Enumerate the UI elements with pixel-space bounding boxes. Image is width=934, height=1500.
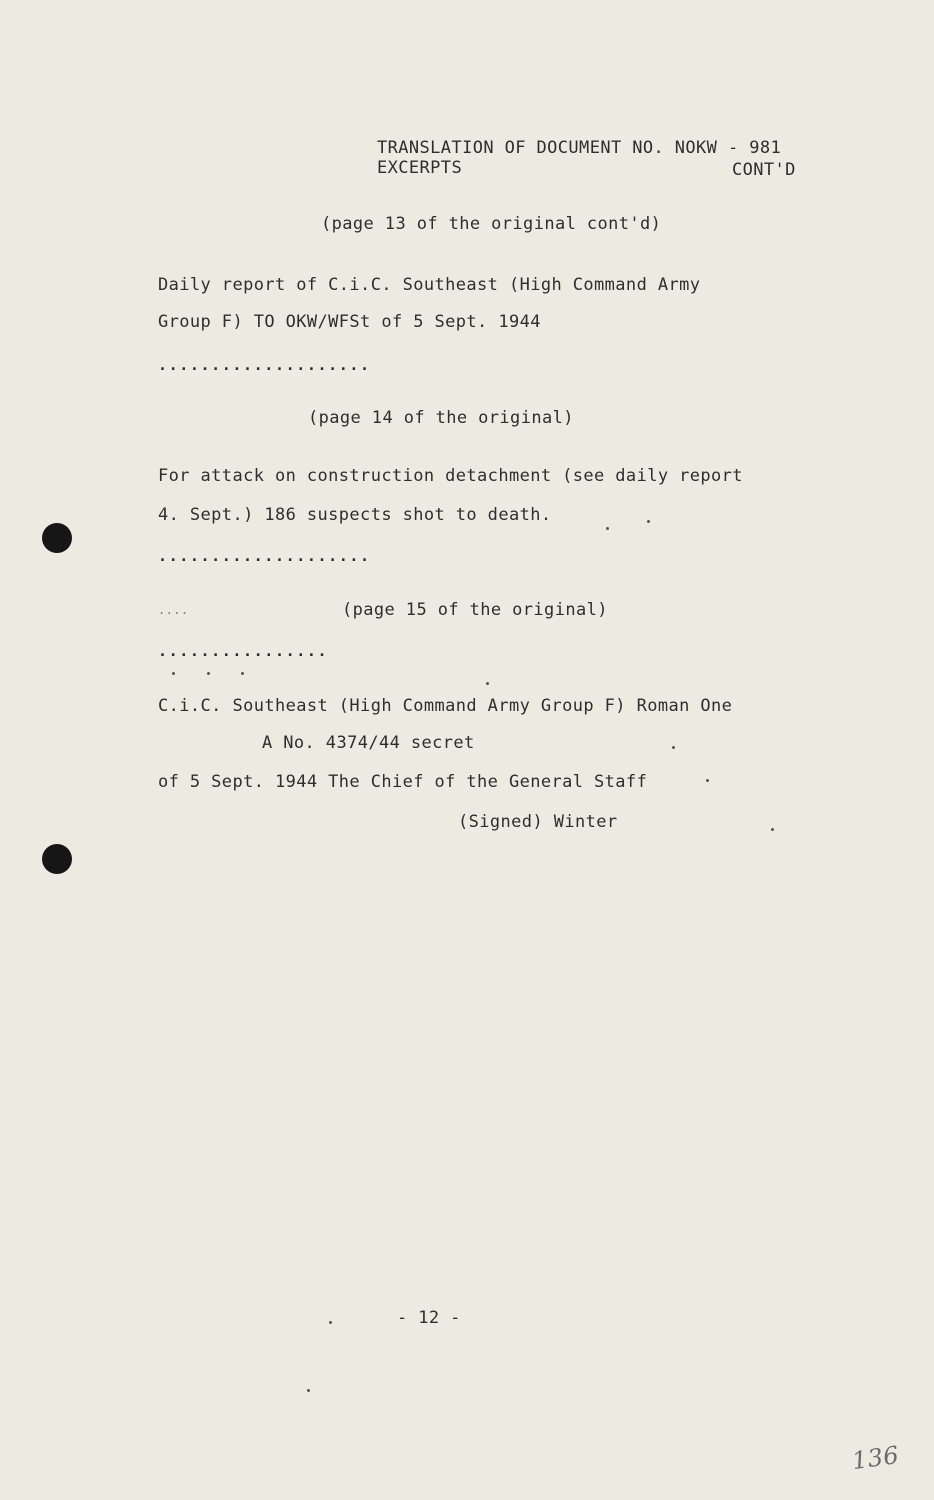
separator-dots: ....................	[158, 356, 371, 374]
daily-report-line-1: Daily report of C.i.C. Southeast (High Command Army	[158, 275, 701, 295]
attack-report-line-1: For attack on construction detachment (see daily report	[158, 466, 743, 486]
daily-report-line-2: Group F) TO OKW/WFSt of 5 Sept. 1944	[158, 312, 541, 332]
excerpts-label: EXCERPTS	[377, 158, 463, 178]
speck	[241, 672, 244, 675]
separator-dots: ....................	[158, 547, 371, 565]
handwritten-folio-mark: 136	[850, 1440, 901, 1476]
speck	[606, 527, 609, 530]
attack-report-line-2: 4. Sept.) 186 suspects shot to death.	[158, 505, 552, 525]
speck	[672, 746, 675, 749]
continued-label: CONT'D	[732, 160, 796, 180]
separator-dots: ................	[158, 642, 329, 660]
signature-line-1: C.i.C. Southeast (High Command Army Group F) Roman One	[158, 696, 733, 716]
punch-hole	[42, 844, 72, 874]
speck	[307, 1389, 310, 1392]
section-heading-page-13: (page 13 of the original cont'd)	[321, 214, 662, 234]
section-heading-page-15: (page 15 of the original)	[342, 600, 608, 620]
speck	[329, 1321, 332, 1324]
speck	[172, 672, 175, 675]
signature-line-3: of 5 Sept. 1944 The Chief of the General Staff	[158, 772, 648, 792]
speck	[706, 779, 709, 782]
speck	[771, 828, 774, 831]
speck	[207, 672, 210, 675]
signature-line-2: A No. 4374/44 secret	[262, 733, 475, 753]
speck	[486, 682, 489, 685]
speck	[647, 520, 650, 523]
section-heading-page-14: (page 14 of the original)	[308, 408, 574, 428]
signed-winter: (Signed) Winter	[458, 812, 618, 832]
page-number: - 12 -	[397, 1308, 461, 1328]
faint-dots: ....	[158, 603, 189, 617]
punch-hole	[42, 523, 72, 553]
document-title: TRANSLATION OF DOCUMENT NO. NOKW - 981	[377, 138, 782, 158]
